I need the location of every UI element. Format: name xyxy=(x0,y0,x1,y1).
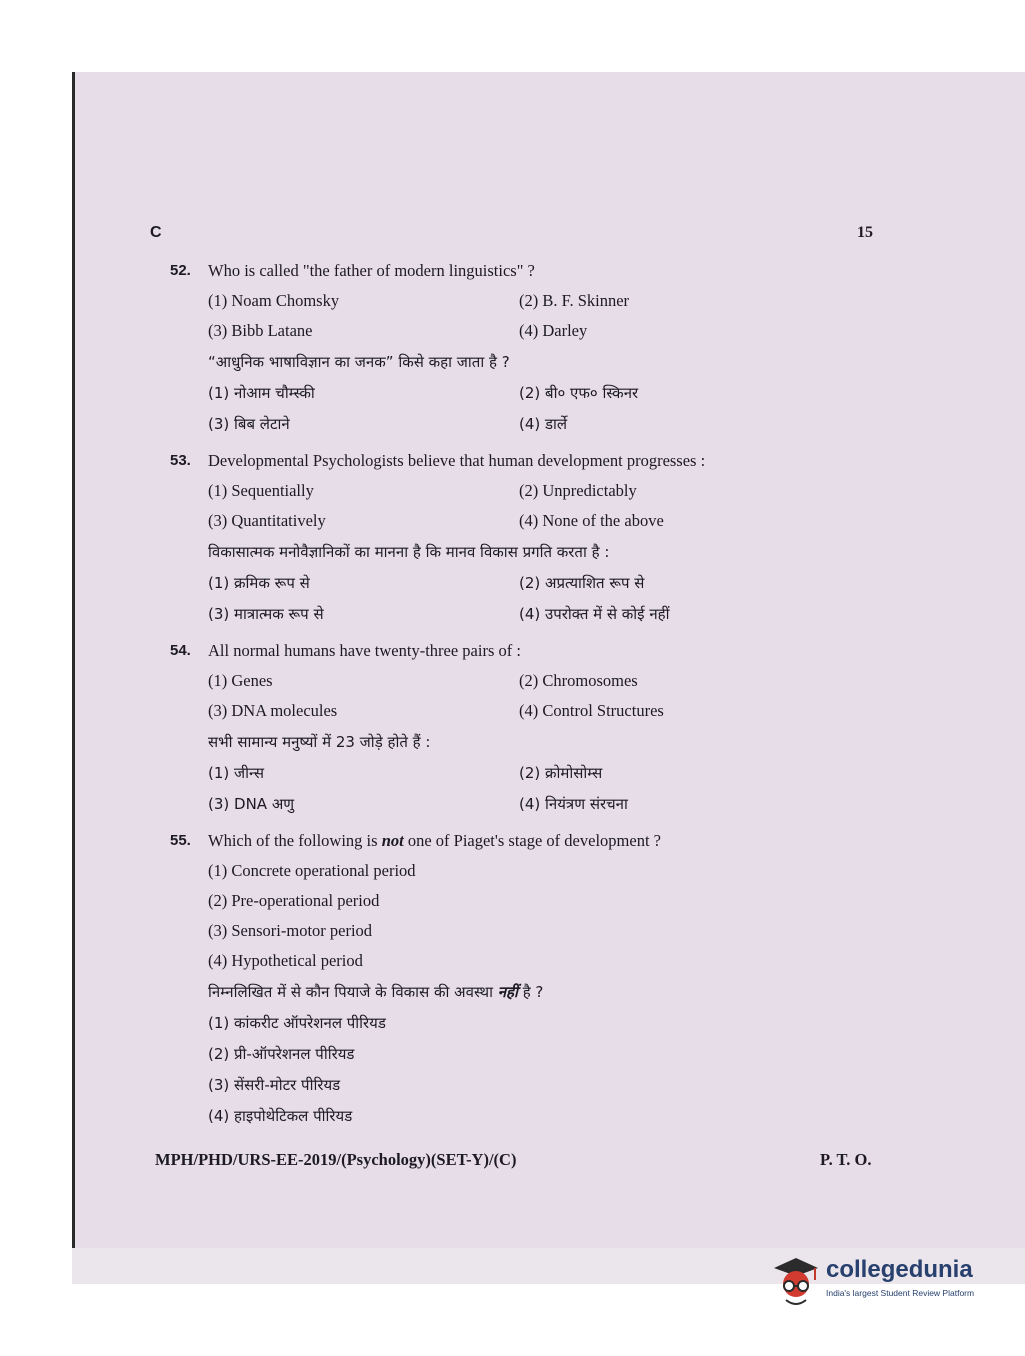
question-text-en: Who is called "the father of modern linguistics" ? xyxy=(208,261,535,280)
page-edge xyxy=(72,72,75,1284)
option-en: (1) Genes xyxy=(208,671,273,690)
option-en: (4) Darley xyxy=(519,321,588,340)
option-hi: (1) कांकरीट ऑपरेशनल पीरियड xyxy=(208,1014,386,1032)
collegedunia-logo xyxy=(770,1254,1000,1314)
graduate-mascot-icon xyxy=(770,1254,822,1310)
logo-wordmark: collegedunia xyxy=(826,1256,973,1283)
option-hi: (1) नोआम चौम्स्की xyxy=(208,384,315,402)
page-turn-note: P. T. O. xyxy=(820,1150,872,1169)
option-en: (2) Chromosomes xyxy=(519,671,638,690)
paper-code: MPH/PHD/URS-EE-2019/(Psychology)(SET-Y)/(C) xyxy=(155,1150,517,1169)
option-en: (3) Quantitatively xyxy=(208,511,326,530)
question-number: 55. xyxy=(170,832,191,849)
option-en: (4) Hypothetical period xyxy=(208,951,363,970)
option-en: (3) Sensori-motor period xyxy=(208,921,373,940)
option-hi: (3) DNA अणु xyxy=(208,795,295,813)
option-hi: (3) बिब लेटाने xyxy=(208,415,290,433)
logo-tagline: India's largest Student Review Platform xyxy=(826,1288,975,1298)
question-number: 52. xyxy=(170,262,191,279)
option-hi: (2) अप्रत्याशित रूप से xyxy=(519,574,645,592)
option-en: (1) Concrete operational period xyxy=(208,861,416,880)
question-text-en: All normal humans have twenty-three pairs of : xyxy=(208,641,521,660)
option-en: (2) Pre-operational period xyxy=(208,891,380,910)
page-number: 15 xyxy=(857,224,873,241)
question-text-hi: सभी सामान्य मनुष्यों में 23 जोड़े होते हैं : xyxy=(208,733,431,751)
option-en: (1) Noam Chomsky xyxy=(208,291,340,310)
option-en: (1) Sequentially xyxy=(208,481,314,500)
question-text-en: Developmental Psychologists believe that human development progresses : xyxy=(208,451,706,470)
option-en: (4) None of the above xyxy=(519,511,664,530)
option-hi: (2) क्रोमोसोम्स xyxy=(519,764,603,782)
question-text-hi: “आधुनिक भाषाविज्ञान का जनक” किसे कहा जाता है ? xyxy=(208,353,510,371)
set-letter: C xyxy=(150,224,162,241)
question-text-hi: विकासात्मक मनोवैज्ञानिकों का मानना है कि मानव विकास प्रगति करता है : xyxy=(208,543,610,561)
option-hi: (4) डार्ले xyxy=(519,415,568,433)
option-hi: (3) सेंसरी-मोटर पीरियड xyxy=(208,1076,341,1094)
option-hi: (2) प्री-ऑपरेशनल पीरियड xyxy=(208,1045,355,1063)
question-text-en: Which of the following is not one of Piaget's stage of development ? xyxy=(208,831,661,850)
option-en: (3) DNA molecules xyxy=(208,701,338,720)
question-number: 53. xyxy=(170,452,191,469)
option-en: (2) Unpredictably xyxy=(519,481,637,500)
question-number: 54. xyxy=(170,642,191,659)
option-hi: (2) बी० एफ० स्किनर xyxy=(519,384,639,402)
option-hi: (4) हाइपोथेटिकल पीरियड xyxy=(208,1107,353,1125)
option-en: (2) B. F. Skinner xyxy=(519,291,630,310)
question-text-hi: निम्नलिखित में से कौन पियाजे के विकास की अवस्था नहीं है ? xyxy=(208,983,544,1001)
option-hi: (4) नियंत्रण संरचना xyxy=(519,795,628,813)
option-hi: (4) उपरोक्त में से कोई नहीं xyxy=(519,605,670,623)
option-en: (3) Bibb Latane xyxy=(208,321,313,340)
option-en: (4) Control Structures xyxy=(519,701,664,720)
option-hi: (3) मात्रात्मक रूप से xyxy=(208,605,324,623)
option-hi: (1) जीन्स xyxy=(208,764,265,782)
option-hi: (1) क्रमिक रूप से xyxy=(208,574,310,592)
